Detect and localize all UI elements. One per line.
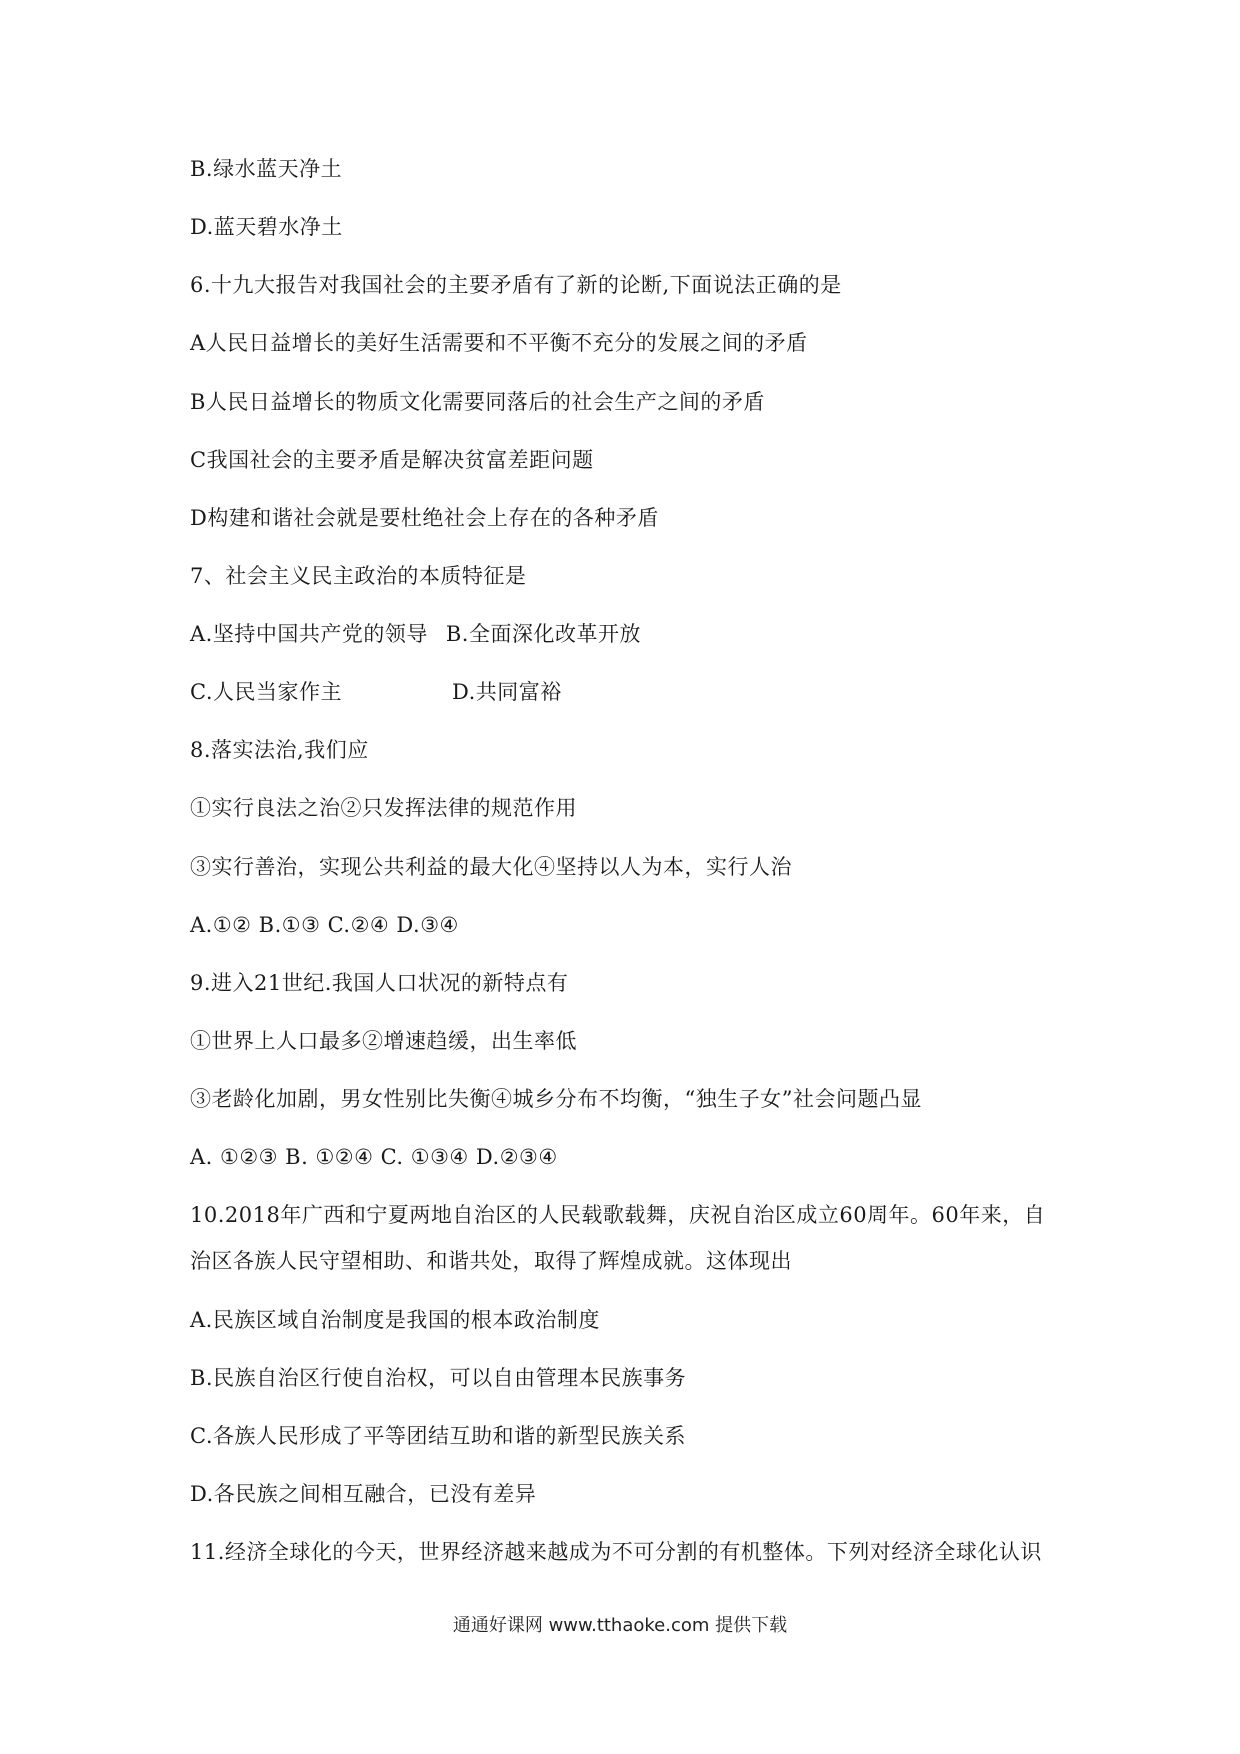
question-10-option-d: D.各民族之间相互融合，已没有差异 (190, 1482, 537, 1506)
question-8-options: A.①② B.①③ C.②④ D.③④ (190, 913, 459, 937)
question-7-options-row-1 (190, 622, 641, 646)
question-8: 8.落实法治,我们应 (190, 738, 369, 762)
question-7-options-row-2 (190, 680, 790, 704)
question-7: 7、社会主义民主政治的本质特征是 (190, 564, 527, 588)
question-6-option-c: C我国社会的主要矛盾是解决贫富差距问题 (190, 448, 594, 472)
question-7-option-b: B.全面深化改革开放 (445, 622, 641, 646)
page-footer: 通通好课网 www.tthaoke.com 提供下载 (452, 1615, 788, 1636)
question-6-option-a: A人民日益增长的美好生活需要和不平衡不充分的发展之间的矛盾 (190, 331, 808, 355)
question-10-option-b: B.民族自治区行使自治权，可以自由管理本民族事务 (190, 1366, 687, 1390)
question-11: 11.经济全球化的今天，世界经济越来越成为不可分割的有机整体。下列对经济全球化认识 (190, 1540, 1042, 1564)
question-10-line-1: 10.2018年广西和宁夏两地自治区的人民载歌载舞，庆祝自治区成立60周年。60年来，自 (190, 1203, 1046, 1227)
question-8-statements-2: ③实行善治，实现公共利益的最大化④坚持以人为本，实行人治 (190, 855, 792, 879)
question-9-statements-1: ①世界上人口最多②增速趋缓，出生率低 (190, 1029, 577, 1053)
option-b-line: B.绿水蓝天净土 (190, 157, 343, 181)
question-7-option-d: D.共同富裕 (452, 680, 562, 704)
question-10-option-a: A.民族区域自治制度是我国的根本政治制度 (190, 1308, 600, 1332)
question-6-option-b: B人民日益增长的物质文化需要同落后的社会生产之间的矛盾 (190, 390, 765, 414)
question-8-statements-1: ①实行良法之治②只发挥法律的规范作用 (190, 796, 577, 820)
question-9-options: A. ①②③ B. ①②④ C. ①③④ D.②③④ (190, 1145, 558, 1169)
question-7-option-c: C.人民当家作主 (190, 680, 342, 704)
question-10-option-c: C.各族人民形成了平等团结互助和谐的新型民族关系 (190, 1424, 686, 1448)
question-9-statements-2: ③老龄化加剧，男女性别比失衡④城乡分布不均衡，“独生子女”社会问题凸显 (190, 1087, 922, 1111)
question-9: 9.进入21世纪.我国人口状况的新特点有 (190, 971, 569, 995)
question-7-option-a: A.坚持中国共产党的领导 (190, 622, 428, 646)
option-d-line: D.蓝天碧水净土 (190, 215, 343, 239)
question-10-line-2: 治区各族人民守望相助、和谐共处，取得了辉煌成就。这体现出 (190, 1249, 792, 1273)
question-6-option-d: D构建和谐社会就是要杜绝社会上存在的各种矛盾 (190, 506, 659, 530)
question-6: 6.十九大报告对我国社会的主要矛盾有了新的论断,下面说法正确的是 (190, 273, 842, 297)
